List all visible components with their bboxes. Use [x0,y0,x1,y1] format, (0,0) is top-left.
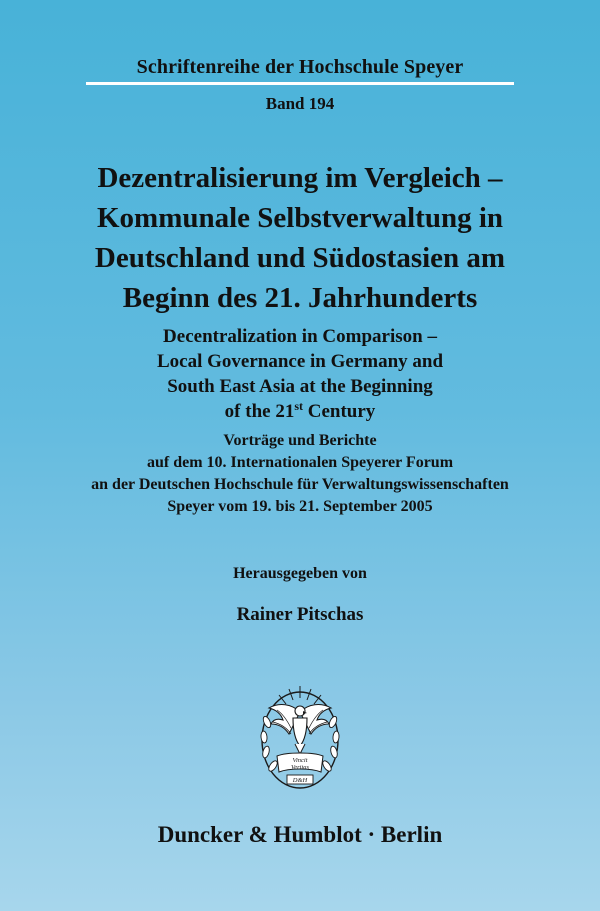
publisher: Duncker & Humblot · Berlin [157,822,443,847]
title-english-line: South East Asia at the Beginning [167,376,433,397]
series-title: Schriftenreihe der Hochschule Speyer [136,56,464,78]
title-english-text: of the 21 [224,401,295,422]
title-german-line: Dezentralisierung im Vergleich – [97,162,503,194]
motto-line-2: Veritas [290,764,310,771]
title-english-text: Century [303,401,376,422]
editor-label: Herausgegeben von [233,565,367,582]
title-german-line: Deutschland und Südostasien am [94,242,506,274]
report-line: Vorträge und Berichte [223,432,377,449]
motto-line-1: Vincit [292,757,308,764]
report-line: auf dem 10. Internationalen Speyerer Forum [146,454,454,471]
title-german-line: Beginn des 21. Jahrhunderts [122,282,478,314]
title-german-line: Kommunale Selbstverwaltung in [96,202,504,234]
editor-name: Rainer Pitschas [236,604,364,625]
title-english [0,324,600,424]
subtitle-report [0,430,600,518]
title-english-line [0,399,600,424]
publisher-mark: D&H [292,777,308,784]
divider-rule [86,82,514,85]
eagle-icon [257,682,343,792]
title-german [0,158,600,318]
title-english-line: Decentralization in Comparison – [163,326,437,347]
ordinal-suffix: st [294,399,303,413]
report-line: Speyer vom 19. bis 21. September 2005 [167,498,433,515]
volume-number: Band 194 [265,94,335,113]
report-line: an der Deutschen Hochschule für Verwaltungswissenschaften [91,476,509,493]
title-english-line: Local Governance in Germany and [156,351,444,372]
